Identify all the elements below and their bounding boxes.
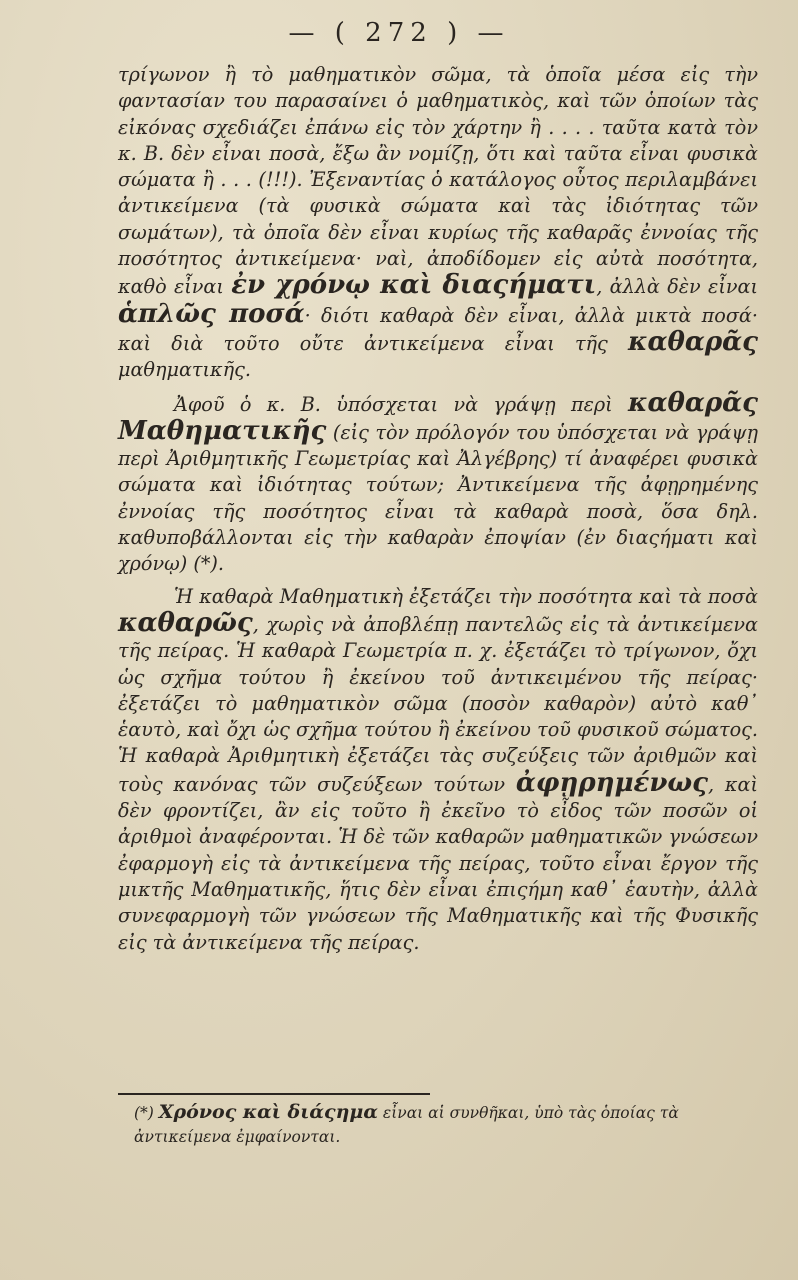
emphasis-run: καθαρᾶς Μαθηματικῆς bbox=[118, 387, 758, 446]
text-run: , καὶ δὲν φροντίζει, ἂν εἰς τοῦτο ἢ ἐκεῖνο τὸ εἶδος τῶν ποσῶν οἱ ἀριθμοὶ ἀναφέρονται. Ἡ δὲ τῶν καθαρῶν μαθηματικῶν γνώσεων ἐφαρμογὴ εἰς τὰ ἀντικείμενα τῆς πείρας, τοῦτο εἶναι ἔργον τῆς μικτῆς Μαθηματικῆς, ἥτις δὲν εἶναι ἐπιςήμη καθ᾽ ἑαυτὴν, ἀλλὰ συνεφαρμογὴ τῶν γνώσεων τῆς Μαθηματικῆς καὶ τῆς Φυσικῆς εἰς τὰ ἀντικείμενα τῆς πείρας. bbox=[118, 772, 758, 954]
emphasis-run: καθαρᾶς bbox=[628, 326, 758, 357]
text-run: · διότι καθαρὰ δὲν εἶναι, ἀλλὰ μικτὰ ποσά· καὶ διὰ τοῦτο οὔτε ἀντικείμενα εἶναι τῆς bbox=[118, 303, 758, 355]
text-run: (εἰς τὸν πρόλογόν του ὑπόσχεται νὰ γράψῃ περὶ Ἀριθμητικῆς Γεωμετρίας καὶ Ἀλγέβρης) τί ἀναφέρει φυσικὰ σώματα καὶ ἰδιότητας τούτων; Ἀντικείμενα τῆς ἀφῃρημένης ἐννοίας τῆς ποσότητος εἶναι τὰ καθαρὰ ποσὰ, ὅσα δηλ. καθυποβάλλονται εἰς τὴν καθαρὰν ἐποψίαν (ἐν διαςήματι καὶ χρόνῳ) (*). bbox=[118, 420, 758, 576]
paragraph-3 bbox=[118, 584, 758, 956]
body-text bbox=[118, 62, 758, 956]
emphasis-run: ἀφῃρημένως bbox=[515, 767, 708, 798]
paragraph-2 bbox=[118, 387, 758, 578]
footnote-divider bbox=[118, 1093, 430, 1095]
text-run: , χωρὶς νὰ ἀποβλέπῃ παντελῶς εἰς τὰ ἀντικείμενα τῆς πείρας. Ἡ καθαρὰ Γεωμετρία π. χ. ἐξετάζει τὸ τρίγωνον, ὄχι ὡς σχῆμα τούτου ἢ ἐκείνου τοῦ ἀντικειμένου τῆς πείρας· ἐξετάζει τὸ μαθηματικὸν σῶμα (ποσὸν καθαρὸν) αὐτὸ καθ᾽ ἑαυτὸ, καὶ ὄχι ὡς σχῆμα τούτου ἢ ἐκείνου τοῦ φυσικοῦ σώματος. Ἡ καθαρὰ Ἀριθμητικὴ ἐξετάζει τὰς συζεύξεις τῶν ἀριθμῶν καὶ τοὺς κανόνας τῶν συζεύξεων τούτων bbox=[118, 612, 758, 796]
footnote bbox=[134, 1100, 762, 1149]
footnote-marker: (*) bbox=[134, 1104, 159, 1122]
page-number: — ( 272 ) — bbox=[288, 18, 510, 48]
paragraph-1 bbox=[118, 62, 758, 384]
text-run: , ἀλλὰ δὲν εἶναι bbox=[596, 275, 758, 299]
emphasis-run: ἁπλῶς ποσά bbox=[118, 298, 305, 329]
text-run: εἶναι αἱ συνθῆκαι, ὑπὸ τὰς ὁποίας τὰ ἀντικείμενα ἐμφαίνονται. bbox=[134, 1104, 679, 1146]
emphasis-run: ἐν χρόνῳ καὶ διαςήματι bbox=[231, 270, 597, 301]
text-run: τρίγωνον ἢ τὸ μαθηματικὸν σῶμα, τὰ ὁποῖα μέσα εἰς τὴν φαντασίαν του παρασαίνει ὁ μαθηματικὸς, καὶ τῶν ὁποίων τὰς εἰκόνας σχεδιάζει ἐπάνω εἰς τὸν χάρτην ἢ . . . . ταῦτα κατὰ τὸν κ. Β. δὲν εἶναι ποσὰ, ἔξω ἂν νομίζῃ, ὅτι καὶ ταῦτα εἶναι φυσικὰ σώματα ἢ . . . (!!!). Ἐξεναντίας ὁ κατάλογος οὗτος περιλαμβάνει ἀντικείμενα (τὰ φυσικὰ σώματα καὶ τὰς ἰδιότητας τῶν σωμάτων), τὰ ὁποῖα δὲν εἶναι κυρίως τῆς καθαρᾶς ἐννοίας τῆς ποσότητος ἀντικείμενα· ναὶ, ἀποδίδομεν εἰς αὐτὰ ποσότητα, καθὸ εἶναι bbox=[118, 63, 758, 299]
text-run: Ἀφοῦ ὁ κ. Β. ὑπόσχεται νὰ γράψῃ περὶ bbox=[174, 392, 629, 416]
emphasis-run: Χρόνος καὶ διάςημα bbox=[158, 1101, 378, 1123]
emphasis-run: καθαρῶς bbox=[118, 607, 253, 638]
text-run: μαθηματικῆς. bbox=[118, 358, 251, 382]
text-run: Ἡ καθαρὰ Μαθηματικὴ ἐξετάζει τὴν ποσότητα καὶ τὰ ποσὰ bbox=[174, 584, 758, 608]
